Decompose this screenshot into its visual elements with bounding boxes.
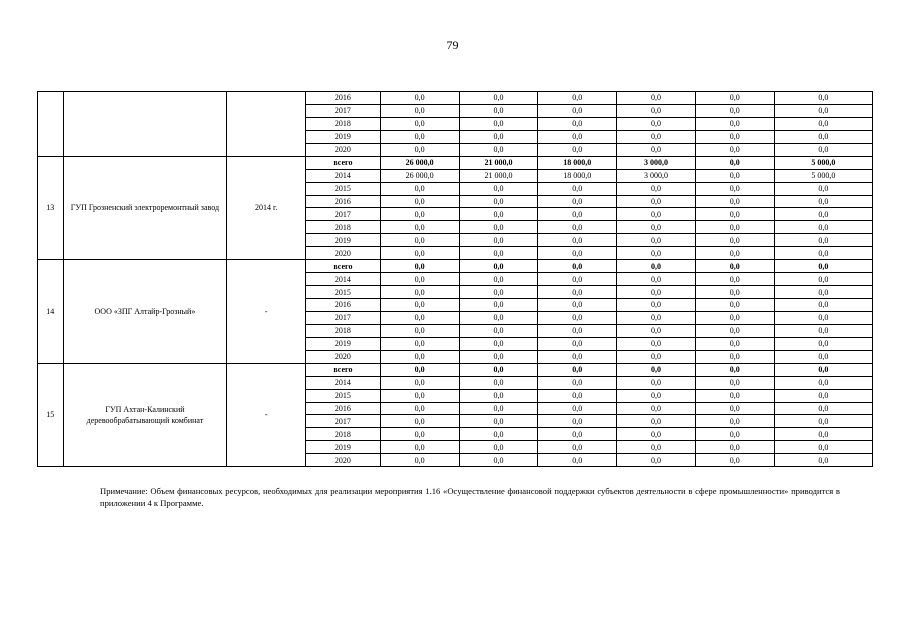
value-cell: 0,0 xyxy=(380,260,459,273)
value-cell: 0,0 xyxy=(459,299,538,312)
value-cell: 0,0 xyxy=(380,195,459,208)
value-cell: 0,0 xyxy=(538,376,617,389)
value-cell: 0,0 xyxy=(380,247,459,260)
value-cell: 0,0 xyxy=(774,221,872,234)
value-cell: 0,0 xyxy=(459,454,538,467)
value-cell: 0,0 xyxy=(774,208,872,221)
value-cell: 0,0 xyxy=(774,286,872,299)
period-cell: 2019 xyxy=(306,234,381,247)
row-number-cell xyxy=(38,92,64,157)
value-cell: 0,0 xyxy=(617,311,696,324)
value-cell: 0,0 xyxy=(459,363,538,376)
value-cell: 0,0 xyxy=(538,454,617,467)
value-cell: 0,0 xyxy=(774,299,872,312)
value-cell: 0,0 xyxy=(695,143,774,156)
period-cell: всего xyxy=(306,156,381,169)
implementation-year-cell xyxy=(227,92,306,157)
value-cell: 5 000,0 xyxy=(774,169,872,182)
value-cell: 0,0 xyxy=(617,208,696,221)
value-cell: 0,0 xyxy=(380,402,459,415)
value-cell: 0,0 xyxy=(538,234,617,247)
value-cell: 0,0 xyxy=(459,376,538,389)
value-cell: 0,0 xyxy=(459,104,538,117)
value-cell: 0,0 xyxy=(538,441,617,454)
table-row xyxy=(38,92,873,105)
value-cell: 0,0 xyxy=(617,117,696,130)
value-cell: 0,0 xyxy=(380,143,459,156)
value-cell: 0,0 xyxy=(459,182,538,195)
value-cell: 0,0 xyxy=(774,247,872,260)
value-cell: 0,0 xyxy=(774,389,872,402)
value-cell: 0,0 xyxy=(538,363,617,376)
value-cell: 0,0 xyxy=(617,247,696,260)
value-cell: 0,0 xyxy=(774,454,872,467)
value-cell: 0,0 xyxy=(617,195,696,208)
table-row xyxy=(38,260,873,273)
value-cell: 0,0 xyxy=(774,376,872,389)
value-cell: 0,0 xyxy=(617,376,696,389)
value-cell: 0,0 xyxy=(617,337,696,350)
value-cell: 0,0 xyxy=(695,117,774,130)
value-cell: 0,0 xyxy=(380,350,459,363)
value-cell: 0,0 xyxy=(459,350,538,363)
financing-table xyxy=(37,91,873,467)
value-cell: 0,0 xyxy=(617,221,696,234)
value-cell: 0,0 xyxy=(695,441,774,454)
value-cell: 0,0 xyxy=(459,415,538,428)
period-cell: 2014 xyxy=(306,273,381,286)
value-cell: 0,0 xyxy=(459,130,538,143)
value-cell: 0,0 xyxy=(538,350,617,363)
value-cell: 0,0 xyxy=(459,324,538,337)
value-cell: 18 000,0 xyxy=(538,169,617,182)
value-cell: 0,0 xyxy=(380,337,459,350)
row-number-cell: 14 xyxy=(38,260,64,364)
period-cell: 2020 xyxy=(306,350,381,363)
value-cell: 0,0 xyxy=(695,286,774,299)
value-cell: 0,0 xyxy=(538,337,617,350)
value-cell: 3 000,0 xyxy=(617,156,696,169)
value-cell: 0,0 xyxy=(538,415,617,428)
value-cell: 0,0 xyxy=(695,454,774,467)
value-cell: 0,0 xyxy=(695,260,774,273)
value-cell: 0,0 xyxy=(538,130,617,143)
value-cell: 0,0 xyxy=(695,324,774,337)
value-cell: 0,0 xyxy=(774,104,872,117)
value-cell: 0,0 xyxy=(380,273,459,286)
value-cell: 0,0 xyxy=(774,428,872,441)
value-cell: 0,0 xyxy=(695,208,774,221)
value-cell: 0,0 xyxy=(538,208,617,221)
value-cell: 0,0 xyxy=(380,441,459,454)
period-cell: 2014 xyxy=(306,169,381,182)
value-cell: 0,0 xyxy=(538,143,617,156)
value-cell: 0,0 xyxy=(695,92,774,105)
value-cell: 0,0 xyxy=(774,117,872,130)
value-cell: 0,0 xyxy=(459,337,538,350)
value-cell: 0,0 xyxy=(774,234,872,247)
value-cell: 0,0 xyxy=(695,311,774,324)
value-cell: 3 000,0 xyxy=(617,169,696,182)
value-cell: 0,0 xyxy=(538,117,617,130)
value-cell: 0,0 xyxy=(695,337,774,350)
value-cell: 0,0 xyxy=(380,415,459,428)
value-cell: 0,0 xyxy=(538,273,617,286)
value-cell: 0,0 xyxy=(380,363,459,376)
value-cell: 0,0 xyxy=(617,363,696,376)
row-number-cell: 15 xyxy=(38,363,64,467)
value-cell: 0,0 xyxy=(774,273,872,286)
value-cell: 0,0 xyxy=(617,454,696,467)
value-cell: 0,0 xyxy=(380,182,459,195)
implementation-year-cell: - xyxy=(227,260,306,364)
value-cell: 0,0 xyxy=(459,428,538,441)
period-cell: 2017 xyxy=(306,104,381,117)
value-cell: 0,0 xyxy=(774,195,872,208)
period-cell: 2016 xyxy=(306,402,381,415)
value-cell: 0,0 xyxy=(774,311,872,324)
value-cell: 0,0 xyxy=(695,402,774,415)
period-cell: 2019 xyxy=(306,130,381,143)
value-cell: 0,0 xyxy=(695,273,774,286)
value-cell: 0,0 xyxy=(538,221,617,234)
period-cell: 2018 xyxy=(306,221,381,234)
period-cell: 2018 xyxy=(306,428,381,441)
value-cell: 0,0 xyxy=(774,92,872,105)
table-body xyxy=(38,92,873,467)
period-cell: всего xyxy=(306,363,381,376)
value-cell: 0,0 xyxy=(617,130,696,143)
value-cell: 0,0 xyxy=(695,299,774,312)
value-cell: 0,0 xyxy=(774,324,872,337)
value-cell: 0,0 xyxy=(695,156,774,169)
value-cell: 0,0 xyxy=(617,92,696,105)
value-cell: 0,0 xyxy=(380,92,459,105)
value-cell: 0,0 xyxy=(617,234,696,247)
value-cell: 0,0 xyxy=(538,389,617,402)
value-cell: 0,0 xyxy=(774,337,872,350)
period-cell: 2015 xyxy=(306,286,381,299)
value-cell: 0,0 xyxy=(695,221,774,234)
value-cell: 0,0 xyxy=(380,286,459,299)
value-cell: 21 000,0 xyxy=(459,156,538,169)
value-cell: 0,0 xyxy=(380,221,459,234)
value-cell: 0,0 xyxy=(459,311,538,324)
value-cell: 0,0 xyxy=(695,247,774,260)
value-cell: 0,0 xyxy=(774,143,872,156)
value-cell: 0,0 xyxy=(695,182,774,195)
value-cell: 0,0 xyxy=(695,195,774,208)
value-cell: 0,0 xyxy=(695,376,774,389)
value-cell: 0,0 xyxy=(380,208,459,221)
implementation-year-cell: - xyxy=(227,363,306,467)
value-cell: 0,0 xyxy=(538,286,617,299)
value-cell: 0,0 xyxy=(538,428,617,441)
enterprise-name-cell xyxy=(63,92,227,157)
value-cell: 0,0 xyxy=(695,428,774,441)
value-cell: 0,0 xyxy=(695,389,774,402)
value-cell: 0,0 xyxy=(538,260,617,273)
value-cell: 0,0 xyxy=(617,260,696,273)
value-cell: 0,0 xyxy=(380,117,459,130)
row-number-cell: 13 xyxy=(38,156,64,260)
value-cell: 0,0 xyxy=(380,130,459,143)
value-cell: 26 000,0 xyxy=(380,169,459,182)
value-cell: 0,0 xyxy=(459,208,538,221)
value-cell: 0,0 xyxy=(459,260,538,273)
value-cell: 0,0 xyxy=(617,182,696,195)
period-cell: всего xyxy=(306,260,381,273)
implementation-year-cell: 2014 г. xyxy=(227,156,306,260)
value-cell: 0,0 xyxy=(380,376,459,389)
value-cell: 0,0 xyxy=(459,234,538,247)
period-cell: 2017 xyxy=(306,208,381,221)
period-cell: 2020 xyxy=(306,143,381,156)
value-cell: 0,0 xyxy=(695,169,774,182)
value-cell: 0,0 xyxy=(617,324,696,337)
period-cell: 2019 xyxy=(306,337,381,350)
value-cell: 0,0 xyxy=(774,415,872,428)
value-cell: 0,0 xyxy=(617,104,696,117)
value-cell: 0,0 xyxy=(695,363,774,376)
period-cell: 2017 xyxy=(306,311,381,324)
period-cell: 2016 xyxy=(306,92,381,105)
period-cell: 2015 xyxy=(306,182,381,195)
value-cell: 0,0 xyxy=(459,247,538,260)
value-cell: 0,0 xyxy=(695,104,774,117)
enterprise-name-cell: ГУП Грозненский электроремонтный завод xyxy=(63,156,227,260)
value-cell: 0,0 xyxy=(617,415,696,428)
period-cell: 2020 xyxy=(306,454,381,467)
value-cell: 0,0 xyxy=(695,415,774,428)
period-cell: 2018 xyxy=(306,117,381,130)
value-cell: 0,0 xyxy=(538,299,617,312)
value-cell: 0,0 xyxy=(617,143,696,156)
enterprise-name-cell: ООО «ЗПГ Алтайр-Грозный» xyxy=(63,260,227,364)
value-cell: 0,0 xyxy=(617,441,696,454)
footnote: Примечание: Объем финансовых ресурсов, необходимых для реализации мероприятия 1.16 «Осуществление финансовой поддержки субъектов деятельности в сфере промышленности» приводится в приложении 4 к Программе. xyxy=(100,486,840,508)
value-cell: 0,0 xyxy=(774,363,872,376)
value-cell: 0,0 xyxy=(459,389,538,402)
value-cell: 0,0 xyxy=(380,428,459,441)
value-cell: 0,0 xyxy=(538,311,617,324)
value-cell: 21 000,0 xyxy=(459,169,538,182)
value-cell: 0,0 xyxy=(459,117,538,130)
value-cell: 0,0 xyxy=(380,299,459,312)
value-cell: 0,0 xyxy=(774,182,872,195)
period-cell: 2015 xyxy=(306,389,381,402)
period-cell: 2018 xyxy=(306,324,381,337)
value-cell: 0,0 xyxy=(538,247,617,260)
period-cell: 2019 xyxy=(306,441,381,454)
table-row xyxy=(38,363,873,376)
value-cell: 0,0 xyxy=(695,350,774,363)
value-cell: 0,0 xyxy=(774,130,872,143)
value-cell: 0,0 xyxy=(774,441,872,454)
period-cell: 2016 xyxy=(306,299,381,312)
value-cell: 0,0 xyxy=(380,104,459,117)
value-cell: 0,0 xyxy=(538,324,617,337)
value-cell: 0,0 xyxy=(617,428,696,441)
value-cell: 0,0 xyxy=(380,311,459,324)
value-cell: 0,0 xyxy=(617,299,696,312)
value-cell: 0,0 xyxy=(380,324,459,337)
value-cell: 0,0 xyxy=(538,104,617,117)
value-cell: 0,0 xyxy=(774,260,872,273)
value-cell: 0,0 xyxy=(538,182,617,195)
value-cell: 0,0 xyxy=(459,273,538,286)
value-cell: 0,0 xyxy=(617,273,696,286)
value-cell: 0,0 xyxy=(617,389,696,402)
value-cell: 0,0 xyxy=(459,92,538,105)
period-cell: 2020 xyxy=(306,247,381,260)
value-cell: 0,0 xyxy=(774,402,872,415)
table-row xyxy=(38,156,873,169)
value-cell: 0,0 xyxy=(380,234,459,247)
period-cell: 2014 xyxy=(306,376,381,389)
value-cell: 0,0 xyxy=(459,221,538,234)
value-cell: 0,0 xyxy=(538,402,617,415)
value-cell: 0,0 xyxy=(380,454,459,467)
page-number: 79 xyxy=(446,38,459,52)
value-cell: 0,0 xyxy=(617,350,696,363)
enterprise-name-cell: ГУП Ахтан-Калинский деревообрабатывающий комбинат xyxy=(63,363,227,467)
period-cell: 2017 xyxy=(306,415,381,428)
value-cell: 0,0 xyxy=(538,195,617,208)
value-cell: 0,0 xyxy=(695,234,774,247)
value-cell: 0,0 xyxy=(774,350,872,363)
value-cell: 5 000,0 xyxy=(774,156,872,169)
value-cell: 0,0 xyxy=(459,286,538,299)
value-cell: 0,0 xyxy=(459,441,538,454)
value-cell: 0,0 xyxy=(617,286,696,299)
period-cell: 2016 xyxy=(306,195,381,208)
value-cell: 0,0 xyxy=(617,402,696,415)
value-cell: 0,0 xyxy=(538,92,617,105)
value-cell: 26 000,0 xyxy=(380,156,459,169)
value-cell: 18 000,0 xyxy=(538,156,617,169)
value-cell: 0,0 xyxy=(459,143,538,156)
value-cell: 0,0 xyxy=(695,130,774,143)
value-cell: 0,0 xyxy=(380,389,459,402)
value-cell: 0,0 xyxy=(459,195,538,208)
value-cell: 0,0 xyxy=(459,402,538,415)
